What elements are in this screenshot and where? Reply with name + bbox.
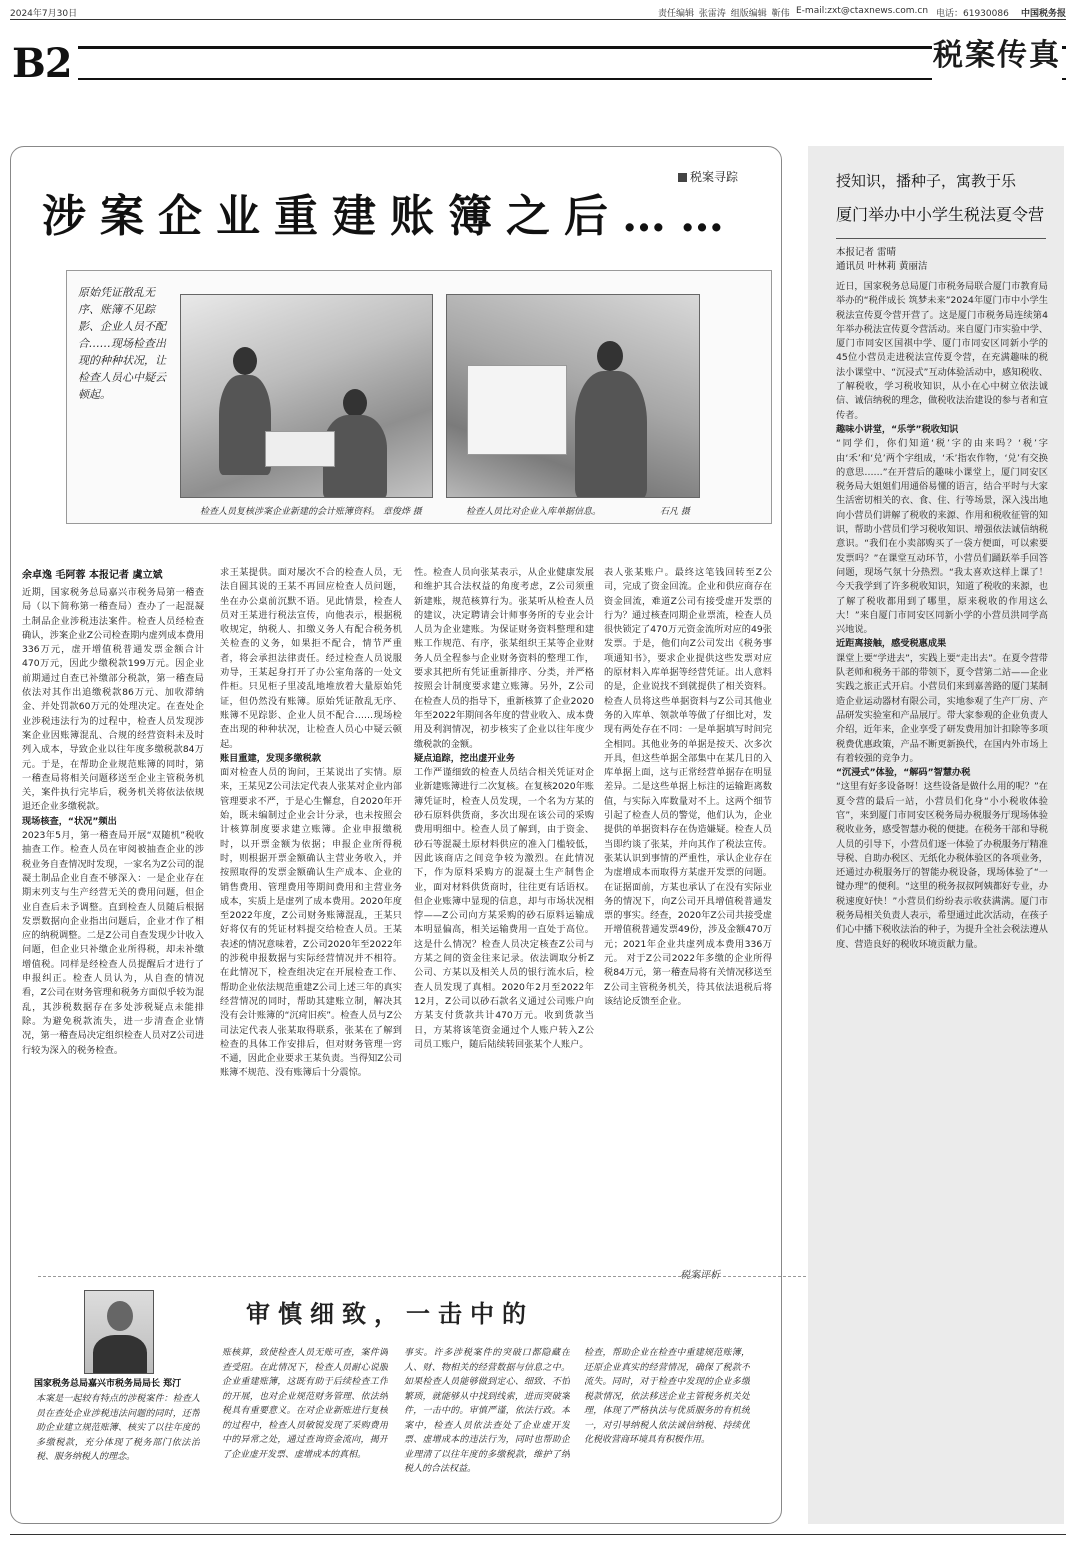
paragraph: 近期，国家税务总局嘉兴市税务局第一稽查局（以下简称第一稽查局）查办了一起混凝土制品企业涉税违法案件。检查人员经检查确认，涉案企业Z公司检查期内虚列成本费用336万元，虚开增值税普通发票金额合计470万元，因此少缴税款199万元。因企业前期通过自查已补缴部分税款，第一稽查局依法对其作出追缴税款86万元、加收滞纳金、并处罚款60万元的处理决定。在查处企业涉税违法行为的过程中，检查人员发现涉案企业因账簿混乱、合规的经营资料未及时列入成本，导致企业以往年度多缴税款84万元。于是，在帮助企业规范账簿的同时，第一稽查局将相关问题移送至企业主管税务机关，案件执行完毕后，税务机关将依法依规退还企业多缴税款。 xyxy=(22,587,204,813)
sidebar-article-body xyxy=(836,280,1048,1520)
page-number: B2 xyxy=(12,40,72,87)
photo1-caption: 检查人员复核涉案企业新建的会计账簿资料。 章俊烨 摄 xyxy=(200,507,422,517)
commentary-tag: 税案评析 xyxy=(680,1270,720,1281)
portrait-head xyxy=(107,1301,133,1331)
person-head xyxy=(343,389,367,417)
commentary-column-1: 本案是一起较有特点的涉税案件：检查人员在查处企业涉税违法问题的同时，还帮助企业建立规范账簿、核实了以往年度的多缴税款，充分体现了税务部门依法治税、服务纳税人的理念。 xyxy=(36,1394,200,1462)
sidebar-byline-reporter: 本报记者 雷晴 xyxy=(836,247,897,258)
newspaper-name: 中国税务报 xyxy=(1020,9,1066,19)
inspection-photo-2 xyxy=(446,294,700,498)
article-column-2 xyxy=(220,566,402,1252)
article-column-1 xyxy=(22,586,204,1250)
sidebar-headline: 厦门举办中小学生税法夏令营 xyxy=(836,205,1045,224)
commentary-column-4: 检查，帮助企业在检查中重建规范账簿，还原企业真实的经营情况，确保了税款不流失。同时，对于检查中发现的企业多缴税款情况，依法移送企业主管税务机关处理，体现了严格执法与优质服务的有机统一，对引导纳税人依法诚信纳税、持续优化税收营商环境具有积极作用。 xyxy=(584,1348,750,1445)
paragraph: 面对检查人员的询问，王某说出了实情。原来，王某见Z公司法定代表人张某对企业内部管理要求不严，于是心生懈怠，自2020年开始，既未编制过企业会计分录，也未按照会计核算制度要求建立账簿。企业申报缴税时，以开票金额为依据；申报企业所得税时，则根据开票金额确认主营业务收入，并按照取得的发票金额确认生产成本、企业的销售费用、管理费用等期间费用和主营业务成本，实质上是虚列了成本费用。2020年度至2022年度，Z公司财务账簿混乱，王某只好将仅有的凭证材料提交给检查人员。王某表述的情况意味着，Z公司2020年至2022年的涉税申报数据与实际经营情况并不相符。在此情况下，检查组决定在开展检查工作、帮助企业依法规范重建Z公司上述三年的真实经营情况的同时，帮助其建账立制，解决其没有会计账簿的“沉疴旧疾”。检查人员与Z公司法定代表人张某取得联系，张某在了解到检查的具体工作安排后，但对财务管理一窍不通，因此企业要求王某负责。当得知Z公司账簿不规范、没有账簿后十分震惊。 xyxy=(220,767,402,1079)
portrait-body xyxy=(93,1335,147,1374)
commentary-column-2: 账核算，致使检查人员无账可查，案件调查受阻。在此情况下，检查人员耐心说服企业重建账簿，这既有助于后续检查工作的开展，也对企业规范财务管理、依法纳税具有重要意义。在对企业新账进行复核的过程中，检查人员敏锐发现了采购费用中的异常之处，通过查询资金流向，揭开了企业虚开发票、虚增成本的真相。 xyxy=(222,1348,388,1460)
paragraph: 性。检查人员向张某表示，从企业健康发展和维护其合法权益的角度考虑，Z公司须重新建账，规范核算行为。张某听从检查人员的建议，决定聘请会计师事务所的专业会计人员为企业建账。为保证财务资料整理和建账工作规范、有序，张某组织王某等企业财务人员全程参与企业财务资料的整理工作，要求其把所有凭证重新排序、分类，并严格按照会计制度要求建立账簿。另外，Z公司在检查人员的指导下，重新核算了企业2020年至2022年期间各年度的营业收入、成本费用及利润情况，初步核实了企业以往年度少缴税款的金额。 xyxy=(414,567,594,750)
article-column-3 xyxy=(414,566,594,1252)
column-tag-label: 税案寻踪 xyxy=(690,170,739,184)
paragraph: 近日，国家税务总局厦门市税务局联合厦门市教育局举办的“税伴成长 筑梦未来”2024年厦门市中小学生税法宣传夏令营开营了。这是厦门市税务局连续第4年举办税法宣传夏令营活动。来自厦门市实验中学、厦门市同安区国祺中学、厦门市同安区同新小学的45位小营员走进税法宣传夏令营，在充满趣味的税法小课堂中、“沉浸式”互动体验活动中，感知税收、了解税收，学习税收知识，从小在心中树立依法诚信、诚信纳税的理念，做税收法治建设的参与者和宣传者。 xyxy=(836,281,1048,421)
photo-side-caption: 原始凭证散乱无序、账簿不见踪影、企业人员不配合……现场检查出现的种种状况，让检查人员心中疑云顿起。 xyxy=(78,286,166,401)
receipt-bundle xyxy=(467,365,567,455)
editor-credits: 责任编辑 张雷涛 组版编辑 靳伟 xyxy=(658,9,790,19)
contact-phone: 电话：61930086 xyxy=(936,9,1009,19)
contact-email[interactable]: E-mail:zxt@ctaxnews.com.cn xyxy=(796,6,929,16)
subheading: 疑点追踪，挖出虚开业务 xyxy=(414,752,516,764)
photo2-credit: 石凡 摄 xyxy=(660,507,690,517)
paragraph: 求王某提供。面对屡次不合的检查人员，无法自圆其说的王某不再回应检查人员问题，坐在办公桌前沉默不语。见此情景，检查人员对王某进行税法宣传，向他表示，根据税收规定，纳税人、扣缴义务人有配合税务机关检查的义务，如果拒不配合，情节严重者，将会承担法律责任。经过检查人员说服劝导，王某起身打开了办公室角落的一处文件柜。只见柜子里凌乱地堆放着大量原始凭证，但仍然没有账簿。原始凭证散乱无序、账簿不见踪影、企业人员不配合……现场检查出现的种种状况，让检查人员心中疑云顿起。 xyxy=(220,567,402,750)
subheading: 趣味小讲堂，“乐学”税收知识 xyxy=(836,423,959,435)
document-stack xyxy=(265,431,335,467)
paragraph: 工作严谨细致的检查人员结合相关凭证对企业新建账簿进行二次复核。在复核2020年账簿凭证时，检查人员发现，一个名为方某的砂石原料供货商，多次出现在该公司的采购费用明细中。检查人员了解到，由于资金、砂石等混凝土原材料供应的准入门槛较低，因此该商店之间竞争较为激烈。在此情况下，作为原料采购方的混凝土生产制售企业，面对材料供货商时，往往更有话语权。但企业账簿中显现的信息，却与市场状况相悖——Z公司向方某采购的砂石原料运输成本明显偏高，相关运输费用一直处于高位。这是什么情况？检查人员决定核查Z公司与方某之间的资金往来记录。依法调取分析Z公司、方某以及相关人员的银行流水后，检查人员发现了真相。2020年2月至2022年12月，Z公司以砂石款名义通过公司账户向方某支付货款共计470万元。收到货款当日，方某将该笔资金通过个人账户转入Z公司员工账户，随后陆续转回张某个人账户。 xyxy=(414,767,594,1050)
paragraph: “同学们，你们知道‘税’字的由来吗？‘税’字由‘禾’和‘兑’两个字组成，‘禾’指农作物，‘兑’有交换的意思……”在开营后的趣味小课堂上，厦门同安区税务局大姐姐们用通俗易懂的语言，结合平时与大家生活密切相关的衣、食、住、行等场景，深入浅出地向小营员们讲解了税收的来源、作用和税收征管的知识，帮助小营员们学习税收知识、增强依法诚信纳税意识。“我们在小卖部购买了一袋方便面，可以索要发票吗？”在课堂互动环节，小营员们踊跃举手回答问题，现场气氛十分热烈。“我太喜欢这样上课了！今天我学到了许多税收知识，知道了税收的来源，也了解了税收都用到了哪里，原来税收的作用这么大！”来自厦门市同安区同新小学的小营员洪同学高兴地说。 xyxy=(836,438,1048,636)
page-header-bar xyxy=(10,6,1066,20)
commentator-name: 国家税务总局嘉兴市税务局局长 郑汀 xyxy=(34,1379,182,1389)
paragraph: 课堂上要“学进去”，实践上要“走出去”。在夏令营带队老师和税务干部的带领下，夏令营第二站——企业实践之旅正式开启。小营员们来到嘉善路的厦门某制造企业运动器材有限公司，实地参观了生产厂房、产品研发实验室和产品展厅。带大家参观的企业负责人介绍，近年来，企业享受了研发费用加计扣除等多项税费优惠政策，产品不断更新换代，在国内外市场上有着较强的竞争力。 xyxy=(836,652,1048,764)
photo2-caption: 检查人员比对企业入库单据信息。 xyxy=(466,507,602,517)
person-head xyxy=(597,341,623,371)
person-body xyxy=(575,371,647,498)
subheading: 账目重建，发现多缴税款 xyxy=(220,752,322,764)
inspection-photo-1 xyxy=(180,294,433,498)
footer-rule xyxy=(10,1534,1066,1535)
subheading: 近距离接触，感受税惠成果 xyxy=(836,638,947,650)
subheading: 现场核查，“状况”频出 xyxy=(22,815,117,827)
banner-rule-bottom xyxy=(78,78,1066,80)
person-head xyxy=(233,347,257,375)
sidebar-byline-correspondents: 通讯员 叶林莉 黄丽洁 xyxy=(836,261,928,272)
commentary-headline: 审慎细致，一击中的 xyxy=(246,1299,534,1328)
subheading: “沉浸式”体验，“解码”智慧办税 xyxy=(836,767,971,779)
paragraph: 表人张某账户。最终这笔钱回转至Z公司，完成了资金回流。企业和供应商存在资金回流，难道Z公司有接受虚开发票的行为？通过核查同期企业票流，检查人员很快锁定了470万元资金流所对应的49张发票。于是，他们向Z公司发出《税务事项通知书》，要求企业提供这些发票对应的原材料入库单据等经营凭证。出人意料的是，企业说找不到就提供了相关资料。检查人员将这些单据资料与Z公司其他业务的入库单、领款单等做了仔细比对，发现有两处存在不同：一是单据填写时间完全相同。其他业务的单据是按天、次多次开具，但这些单据全部集中在某几日的入库单据上面，这与正常经营单据存在明显差异。二是这些单据上标注的运输距离数值，与实际入库数量对不上。这两个细节引起了检查人员的警觉，他们认为，企业提供的单据资料存在伪造嫌疑。检查人员当即约谈了张某，并向其作了税法宣传。张某认识到事情的严重性，承认企业存在为虚增成本而取得方某虚开发票的问题。在证据面前，方某也承认了在没有实际业务的情况下，向Z公司开具增值税普通发票的事实。经查，2020年Z公司共接受虚开增值税普通发票49份，涉及金额470万元；2021年企业共虚列成本费用336万元。 xyxy=(604,567,772,965)
sidebar-rule xyxy=(836,238,1046,239)
person-body xyxy=(219,375,271,475)
article-column-4 xyxy=(604,566,772,1152)
section-title: 税案传真 xyxy=(932,30,1062,82)
banner-rule-top xyxy=(78,46,1066,49)
commentary-column-3: 事实。许多涉税案件的突破口都隐藏在人、财、物相关的经营数据与信息之中。如果检查人员能够做到定心、细致、不怕繁琐，就能够从中找到线索，进而突破案件，一击中的。审慎严谨，依法行政。本案中，检查人员依法查处了企业虚开发票、虚增成本的违法行为，同时也帮助企业理清了以往年度的多缴税款，维护了纳税人的合法权益。 xyxy=(404,1348,570,1474)
sidebar-kicker: 授知识，播种子，寓教于乐 xyxy=(836,172,1017,190)
paragraph: 2023年5月，第一稽查局开展“双随机”税收抽查工作。检查人员在审阅被抽查企业的涉税业务自查情况时发现，一家名为Z公司的混凝土制品企业自查不够深入：一是企业存在期末列支与生产经营无关的费用问题，但企业自查后未予调整。直到检查人员随后根据发票数据向企业指出问题后，企业才作了相应的纳税调整。二是Z公司自查发现少计收入问题，但企业只补缴企业所得税，却未补缴增值税。同样是经检查人员提醒后才进行了申报纠正。检查人员认为，从自查的情况看，Z公司在财务管理和税务方面似乎较为混乱，其涉税数据存在多处涉税疑点未能排除。为避免税款流失，进一步清查企业情况，第一稽查局决定组织检查人员对Z公司进行较为深入的税务检查。 xyxy=(22,830,204,1056)
paragraph: “这里有好多设备呀！这些设备是做什么用的呢？”在夏令营的最后一站，小营员们化身“小小税收体验官”，来到厦门市同安区税务局办税服务厅现场体验税收业务，感受智慧办税的便捷。在税务干部和导税人员的引导下，小营员们逐一体验了办税服务厅精准导税、自助办税区、无纸化办税体验区的各项业务，还通过办税服务厅的智能办税设备，现场体验了“一键办理”的便利。“这里的税务叔叔阿姨都好专业，办税速度好快！”小营员们纷纷表示收获满满。厦门市税务局相关负责人表示，希望通过此次活动，在孩子们心中播下税收法治的种子，为提升全社会税法遵从度、营造良好的税收环境贡献力量。 xyxy=(836,781,1048,950)
issue-date: 2024年7月30日 xyxy=(10,9,78,19)
header-rule xyxy=(10,19,1066,20)
article-headline: 涉案企业重建账簿之后…… xyxy=(42,191,738,242)
commentator-portrait xyxy=(84,1290,154,1374)
article-byline: 余卓逸 毛阿蓉 本报记者 虞立斌 xyxy=(22,570,163,581)
paragraph: 对于Z公司2022年多缴的企业所得税84万元，第一稽查局将有关情况移送至Z公司主管税务机关，待其依法退税后将该结论反馈至企业。 xyxy=(604,953,772,1007)
